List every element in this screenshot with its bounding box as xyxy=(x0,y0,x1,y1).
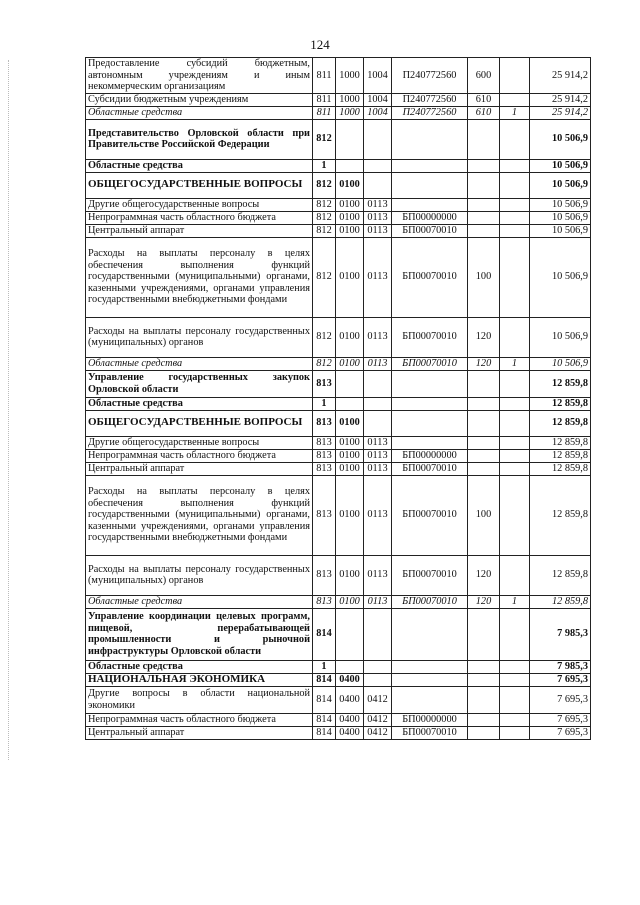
cell-section xyxy=(336,119,364,159)
cell-target-article xyxy=(392,172,468,198)
cell-target-article xyxy=(392,660,468,673)
table-row xyxy=(86,237,591,317)
cell-admin-code: 814 xyxy=(313,686,336,713)
table-row xyxy=(86,159,591,172)
cell-admin-code: 813 xyxy=(313,595,336,608)
cell-subsection xyxy=(364,119,392,159)
table-row xyxy=(86,119,591,159)
table-row xyxy=(86,555,591,595)
cell-subsection xyxy=(364,410,392,436)
cell-amount: 10 506,9 xyxy=(530,119,591,159)
cell-section: 0100 xyxy=(336,555,364,595)
cell-amount: 7 695,3 xyxy=(530,686,591,713)
cell-target-article: БП00070010 xyxy=(392,317,468,357)
cell-target-article xyxy=(392,397,468,410)
cell-target-article: БП00000000 xyxy=(392,211,468,224)
cell-name: ОБЩЕГОСУДАРСТВЕННЫЕ ВОПРОСЫ xyxy=(86,410,313,436)
table-row xyxy=(86,317,591,357)
table-row xyxy=(86,686,591,713)
cell-section: 1000 xyxy=(336,93,364,106)
cell-admin-code: 812 xyxy=(313,119,336,159)
cell-admin-code: 812 xyxy=(313,317,336,357)
cell-amount: 12 859,8 xyxy=(530,462,591,475)
cell-admin-code: 1 xyxy=(313,159,336,172)
margin-dotted-line xyxy=(8,60,9,760)
page-number: 124 xyxy=(310,37,330,52)
cell-amount: 7 695,3 xyxy=(530,713,591,726)
cell-subsection: 0412 xyxy=(364,713,392,726)
cell-amount: 12 859,8 xyxy=(530,436,591,449)
cell-section: 1000 xyxy=(336,58,364,94)
cell-amount: 12 859,8 xyxy=(530,555,591,595)
cell-name: ОБЩЕГОСУДАРСТВЕННЫЕ ВОПРОСЫ xyxy=(86,172,313,198)
cell-section: 0100 xyxy=(336,410,364,436)
cell-funding-source xyxy=(500,410,530,436)
cell-section: 0100 xyxy=(336,224,364,237)
cell-amount: 12 859,8 xyxy=(530,595,591,608)
cell-admin-code: 813 xyxy=(313,555,336,595)
cell-name: Другие общегосударственные вопросы xyxy=(86,436,313,449)
cell-subsection xyxy=(364,370,392,397)
cell-target-article xyxy=(392,198,468,211)
cell-name: Предоставление субсидий бюджетным, автономным учреждениям и иным некоммерческим организациям xyxy=(86,58,313,94)
cell-admin-code: 813 xyxy=(313,462,336,475)
table-row xyxy=(86,713,591,726)
cell-admin-code: 1 xyxy=(313,397,336,410)
cell-target-article: БП00070010 xyxy=(392,237,468,317)
cell-expense-type xyxy=(468,726,500,739)
cell-section xyxy=(336,608,364,660)
cell-admin-code: 813 xyxy=(313,475,336,555)
cell-target-article: БП00070010 xyxy=(392,475,468,555)
cell-name: Управление государственных закупок Орловской области xyxy=(86,370,313,397)
cell-funding-source: 1 xyxy=(500,595,530,608)
cell-admin-code: 813 xyxy=(313,410,336,436)
cell-subsection: 0113 xyxy=(364,211,392,224)
cell-target-article: БП00070010 xyxy=(392,224,468,237)
cell-expense-type xyxy=(468,198,500,211)
cell-target-article: БП00070010 xyxy=(392,726,468,739)
cell-target-article xyxy=(392,686,468,713)
table-row xyxy=(86,198,591,211)
cell-target-article xyxy=(392,370,468,397)
cell-funding-source xyxy=(500,58,530,94)
table-row xyxy=(86,93,591,106)
cell-amount: 7 695,3 xyxy=(530,673,591,686)
cell-section: 0400 xyxy=(336,673,364,686)
cell-amount: 12 859,8 xyxy=(530,449,591,462)
table-row xyxy=(86,106,591,119)
cell-admin-code: 812 xyxy=(313,237,336,317)
cell-section: 0400 xyxy=(336,686,364,713)
cell-subsection xyxy=(364,172,392,198)
cell-target-article xyxy=(392,436,468,449)
cell-admin-code: 811 xyxy=(313,93,336,106)
budget-table-body xyxy=(86,58,591,740)
cell-expense-type xyxy=(468,410,500,436)
cell-subsection: 1004 xyxy=(364,106,392,119)
table-row xyxy=(86,436,591,449)
cell-section xyxy=(336,397,364,410)
cell-subsection xyxy=(364,159,392,172)
cell-expense-type xyxy=(468,224,500,237)
cell-funding-source xyxy=(500,172,530,198)
cell-expense-type xyxy=(468,686,500,713)
cell-section: 0100 xyxy=(336,475,364,555)
cell-expense-type xyxy=(468,673,500,686)
cell-target-article: БП00000000 xyxy=(392,713,468,726)
cell-name: Областные средства xyxy=(86,660,313,673)
cell-expense-type xyxy=(468,462,500,475)
cell-amount: 10 506,9 xyxy=(530,172,591,198)
cell-amount: 10 506,9 xyxy=(530,357,591,370)
table-row xyxy=(86,397,591,410)
cell-section: 0100 xyxy=(336,198,364,211)
cell-name: Расходы на выплаты персоналу государственных (муниципальных) органов xyxy=(86,317,313,357)
cell-expense-type xyxy=(468,449,500,462)
cell-funding-source xyxy=(500,397,530,410)
cell-target-article: БП00070010 xyxy=(392,595,468,608)
cell-subsection: 0113 xyxy=(364,357,392,370)
cell-expense-type: 610 xyxy=(468,106,500,119)
cell-admin-code: 811 xyxy=(313,106,336,119)
table-row xyxy=(86,462,591,475)
cell-expense-type xyxy=(468,370,500,397)
table-row xyxy=(86,608,591,660)
cell-funding-source xyxy=(500,462,530,475)
cell-name: Областные средства xyxy=(86,106,313,119)
cell-amount: 10 506,9 xyxy=(530,317,591,357)
cell-admin-code: 813 xyxy=(313,449,336,462)
cell-name: Расходы на выплаты персоналу в целях обеспечения выполнения функций государственными (муниципальными) органами, казенными учреждениями, органами управления государственными внебюджетными фондами xyxy=(86,475,313,555)
cell-expense-type xyxy=(468,119,500,159)
cell-section: 0100 xyxy=(336,357,364,370)
cell-amount: 10 506,9 xyxy=(530,224,591,237)
cell-admin-code: 1 xyxy=(313,660,336,673)
cell-admin-code: 812 xyxy=(313,224,336,237)
cell-name: Центральный аппарат xyxy=(86,726,313,739)
cell-expense-type xyxy=(468,397,500,410)
cell-amount: 10 506,9 xyxy=(530,159,591,172)
cell-subsection: 0113 xyxy=(364,317,392,357)
cell-name: Областные средства xyxy=(86,397,313,410)
cell-funding-source xyxy=(500,159,530,172)
cell-funding-source: 1 xyxy=(500,106,530,119)
cell-expense-type xyxy=(468,172,500,198)
cell-amount: 25 914,2 xyxy=(530,58,591,94)
cell-subsection: 1004 xyxy=(364,93,392,106)
cell-subsection: 0113 xyxy=(364,555,392,595)
cell-amount: 10 506,9 xyxy=(530,237,591,317)
cell-amount: 12 859,8 xyxy=(530,397,591,410)
cell-funding-source xyxy=(500,93,530,106)
cell-funding-source xyxy=(500,436,530,449)
cell-amount: 7 985,3 xyxy=(530,660,591,673)
cell-target-article xyxy=(392,159,468,172)
cell-amount: 12 859,8 xyxy=(530,410,591,436)
cell-funding-source xyxy=(500,726,530,739)
cell-subsection: 0412 xyxy=(364,726,392,739)
cell-admin-code: 812 xyxy=(313,198,336,211)
cell-subsection: 0113 xyxy=(364,436,392,449)
cell-funding-source xyxy=(500,211,530,224)
cell-expense-type xyxy=(468,436,500,449)
cell-name: Областные средства xyxy=(86,159,313,172)
cell-section: 0400 xyxy=(336,726,364,739)
cell-admin-code: 812 xyxy=(313,357,336,370)
cell-expense-type: 120 xyxy=(468,317,500,357)
cell-name: Областные средства xyxy=(86,357,313,370)
cell-funding-source xyxy=(500,119,530,159)
cell-section: 0100 xyxy=(336,211,364,224)
cell-funding-source xyxy=(500,686,530,713)
cell-name: Другие общегосударственные вопросы xyxy=(86,198,313,211)
cell-amount: 7 695,3 xyxy=(530,726,591,739)
table-row xyxy=(86,58,591,94)
cell-subsection: 0113 xyxy=(364,237,392,317)
table-row xyxy=(86,224,591,237)
cell-section: 0100 xyxy=(336,462,364,475)
cell-admin-code: 813 xyxy=(313,436,336,449)
cell-subsection: 0113 xyxy=(364,475,392,555)
cell-target-article xyxy=(392,673,468,686)
cell-name: Другие вопросы в области национальной экономики xyxy=(86,686,313,713)
cell-target-article: БП00070010 xyxy=(392,555,468,595)
cell-expense-type xyxy=(468,713,500,726)
table-row xyxy=(86,595,591,608)
cell-name: Центральный аппарат xyxy=(86,224,313,237)
cell-section: 0100 xyxy=(336,237,364,317)
cell-subsection: 0113 xyxy=(364,449,392,462)
cell-funding-source xyxy=(500,370,530,397)
cell-section: 0100 xyxy=(336,172,364,198)
cell-section xyxy=(336,370,364,397)
cell-subsection: 0113 xyxy=(364,595,392,608)
cell-subsection: 0113 xyxy=(364,462,392,475)
cell-amount: 12 859,8 xyxy=(530,475,591,555)
cell-section: 0100 xyxy=(336,317,364,357)
table-row xyxy=(86,475,591,555)
cell-target-article xyxy=(392,608,468,660)
cell-section: 1000 xyxy=(336,106,364,119)
table-row xyxy=(86,726,591,739)
table-row xyxy=(86,357,591,370)
cell-admin-code: 814 xyxy=(313,608,336,660)
cell-funding-source xyxy=(500,224,530,237)
cell-name: Субсидии бюджетным учреждениям xyxy=(86,93,313,106)
cell-name: Непрограммная часть областного бюджета xyxy=(86,211,313,224)
cell-expense-type: 600 xyxy=(468,58,500,94)
cell-name: Управление координации целевых программ, пищевой, перерабатывающей промышленности и рыночной инфраструктуры Орловской области xyxy=(86,608,313,660)
cell-subsection: 0412 xyxy=(364,686,392,713)
cell-subsection xyxy=(364,660,392,673)
cell-target-article: БП00000000 xyxy=(392,449,468,462)
cell-subsection: 1004 xyxy=(364,58,392,94)
cell-name: Расходы на выплаты персоналу государственных (муниципальных) органов xyxy=(86,555,313,595)
cell-funding-source xyxy=(500,475,530,555)
cell-subsection xyxy=(364,673,392,686)
cell-funding-source xyxy=(500,198,530,211)
cell-subsection: 0113 xyxy=(364,224,392,237)
cell-funding-source xyxy=(500,555,530,595)
cell-section: 0100 xyxy=(336,449,364,462)
cell-expense-type: 100 xyxy=(468,475,500,555)
cell-amount: 25 914,2 xyxy=(530,93,591,106)
cell-expense-type xyxy=(468,660,500,673)
cell-name: Центральный аппарат xyxy=(86,462,313,475)
cell-target-article: БП00070010 xyxy=(392,357,468,370)
cell-amount: 7 985,3 xyxy=(530,608,591,660)
cell-target-article: БП00070010 xyxy=(392,462,468,475)
table-row xyxy=(86,410,591,436)
cell-expense-type xyxy=(468,608,500,660)
cell-section: 0100 xyxy=(336,436,364,449)
cell-admin-code: 811 xyxy=(313,58,336,94)
cell-target-article xyxy=(392,119,468,159)
cell-amount: 10 506,9 xyxy=(530,198,591,211)
cell-expense-type xyxy=(468,211,500,224)
cell-expense-type: 610 xyxy=(468,93,500,106)
cell-expense-type xyxy=(468,159,500,172)
cell-name: НАЦИОНАЛЬНАЯ ЭКОНОМИКА xyxy=(86,673,313,686)
cell-expense-type: 120 xyxy=(468,357,500,370)
cell-admin-code: 812 xyxy=(313,211,336,224)
cell-admin-code: 814 xyxy=(313,713,336,726)
cell-amount: 10 506,9 xyxy=(530,211,591,224)
cell-admin-code: 813 xyxy=(313,370,336,397)
cell-expense-type: 120 xyxy=(468,555,500,595)
table-row xyxy=(86,673,591,686)
table-row xyxy=(86,449,591,462)
cell-funding-source xyxy=(500,660,530,673)
table-row xyxy=(86,172,591,198)
cell-funding-source xyxy=(500,237,530,317)
cell-section xyxy=(336,660,364,673)
cell-name: Представительство Орловской области при Правительстве Российской Федерации xyxy=(86,119,313,159)
cell-funding-source xyxy=(500,608,530,660)
cell-expense-type: 120 xyxy=(468,595,500,608)
cell-name: Непрограммная часть областного бюджета xyxy=(86,449,313,462)
cell-admin-code: 814 xyxy=(313,673,336,686)
cell-name: Непрограммная часть областного бюджета xyxy=(86,713,313,726)
cell-section xyxy=(336,159,364,172)
cell-subsection xyxy=(364,608,392,660)
cell-target-article xyxy=(392,410,468,436)
cell-section: 0400 xyxy=(336,713,364,726)
cell-funding-source xyxy=(500,317,530,357)
cell-amount: 25 914,2 xyxy=(530,106,591,119)
cell-admin-code: 814 xyxy=(313,726,336,739)
cell-section: 0100 xyxy=(336,595,364,608)
cell-expense-type: 100 xyxy=(468,237,500,317)
cell-target-article: П240772560 xyxy=(392,58,468,94)
cell-subsection xyxy=(364,397,392,410)
table-row xyxy=(86,211,591,224)
cell-name: Областные средства xyxy=(86,595,313,608)
cell-funding-source xyxy=(500,449,530,462)
cell-subsection: 0113 xyxy=(364,198,392,211)
cell-admin-code: 812 xyxy=(313,172,336,198)
table-row xyxy=(86,660,591,673)
cell-amount: 12 859,8 xyxy=(530,370,591,397)
table-row xyxy=(86,370,591,397)
cell-target-article: П240772560 xyxy=(392,106,468,119)
cell-target-article: П240772560 xyxy=(392,93,468,106)
cell-funding-source: 1 xyxy=(500,357,530,370)
cell-name: Расходы на выплаты персоналу в целях обеспечения выполнения функций государственными (муниципальными) органами, казенными учреждениями, органами управления государственными внебюджетными фондами xyxy=(86,237,313,317)
cell-funding-source xyxy=(500,673,530,686)
budget-table xyxy=(85,57,591,740)
cell-funding-source xyxy=(500,713,530,726)
